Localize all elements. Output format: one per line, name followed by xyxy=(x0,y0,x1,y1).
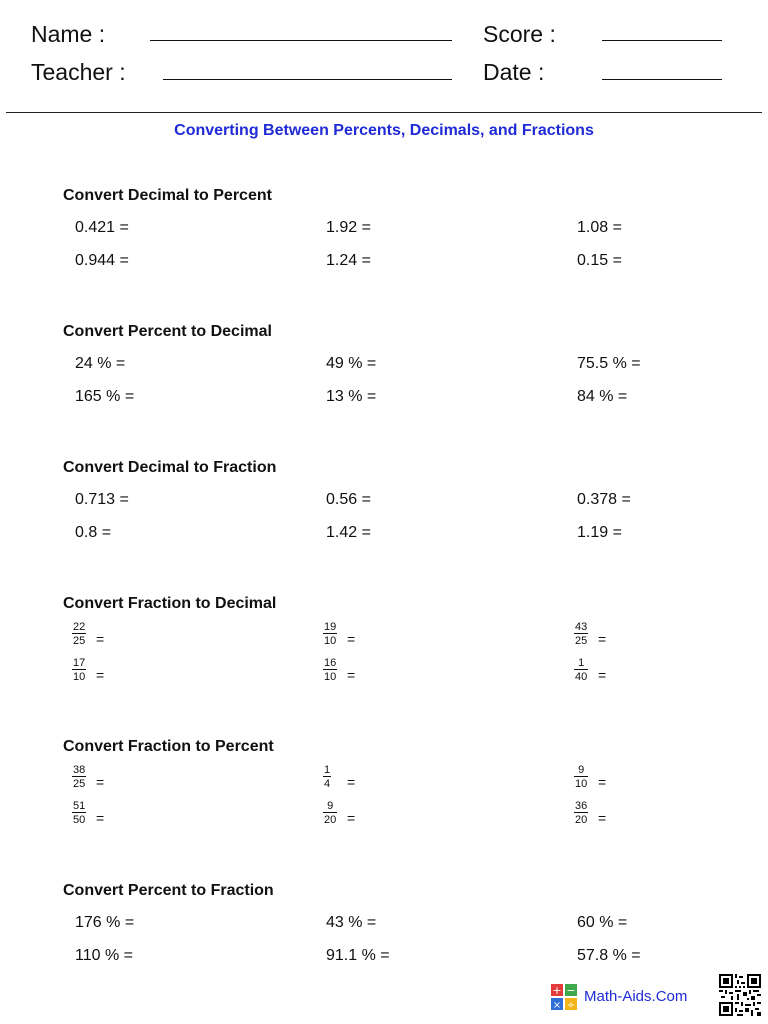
denominator: 25 xyxy=(73,635,86,647)
fraction xyxy=(323,657,337,683)
problem-item[interactable]: 1.24 = xyxy=(326,252,371,269)
denominator: 10 xyxy=(324,635,337,647)
equals-sign[interactable]: = xyxy=(96,667,105,683)
section-title: Convert Decimal to Fraction xyxy=(63,459,277,476)
equals-sign[interactable]: = xyxy=(347,631,356,647)
problem-item[interactable]: 1.42 = xyxy=(326,524,371,541)
fraction xyxy=(323,800,337,826)
denominator: 10 xyxy=(73,671,86,683)
problem-item[interactable]: 0.944 = xyxy=(75,252,129,269)
denominator: 10 xyxy=(324,671,337,683)
numerator: 1 xyxy=(578,657,585,669)
numerator: 9 xyxy=(327,800,334,812)
fraction xyxy=(323,764,331,790)
problem-item[interactable]: 49 % = xyxy=(326,355,377,372)
score-line[interactable] xyxy=(602,40,722,41)
teacher-line[interactable] xyxy=(163,79,452,80)
fraction xyxy=(72,621,86,647)
equals-sign[interactable]: = xyxy=(96,631,105,647)
score-label: Score : xyxy=(483,21,556,47)
numerator: 51 xyxy=(73,800,86,812)
problem-item[interactable]: 24 % = xyxy=(75,355,126,372)
equals-sign[interactable]: = xyxy=(96,810,105,826)
denominator: 20 xyxy=(575,814,588,826)
denominator: 10 xyxy=(575,778,588,790)
problem-item[interactable]: 57.8 % = xyxy=(577,947,641,964)
denominator: 50 xyxy=(73,814,86,826)
numerator: 16 xyxy=(324,657,337,669)
problem-item[interactable]: 0.8 = xyxy=(75,524,112,541)
numerator: 19 xyxy=(324,621,337,633)
problem-item[interactable]: 91.1 % = xyxy=(326,947,390,964)
fraction xyxy=(574,800,588,826)
problem-item[interactable]: 84 % = xyxy=(577,388,628,405)
numerator: 43 xyxy=(575,621,588,633)
section-title: Convert Percent to Decimal xyxy=(63,323,272,340)
section-title: Convert Fraction to Percent xyxy=(63,738,274,755)
numerator: 1 xyxy=(324,764,331,776)
denominator: 4 xyxy=(324,778,331,790)
name-line[interactable] xyxy=(150,40,452,41)
equals-sign[interactable]: = xyxy=(598,810,607,826)
math-aids-link[interactable]: Math-Aids.Com xyxy=(584,988,688,1005)
numerator: 17 xyxy=(73,657,86,669)
header-divider xyxy=(6,112,762,113)
teacher-label: Teacher : xyxy=(31,59,126,85)
equals-sign[interactable]: = xyxy=(598,774,607,790)
equals-sign[interactable]: = xyxy=(347,810,356,826)
equals-sign[interactable]: = xyxy=(96,774,105,790)
problem-item[interactable]: 110 % = xyxy=(75,947,133,964)
problem-item[interactable]: 1.19 = xyxy=(577,524,622,541)
problem-item[interactable]: 43 % = xyxy=(326,914,377,931)
numerator: 22 xyxy=(73,621,86,633)
problem-item[interactable]: 0.378 = xyxy=(577,491,631,508)
svg-text:+: + xyxy=(552,984,562,997)
numerator: 38 xyxy=(73,764,86,776)
calculator-icon xyxy=(551,984,577,1010)
name-label: Name : xyxy=(31,21,106,47)
svg-text:×: × xyxy=(552,1000,562,1010)
denominator: 40 xyxy=(575,671,588,683)
date-line[interactable] xyxy=(602,79,722,80)
problem-item[interactable]: 60 % = xyxy=(577,914,628,931)
problem-item[interactable]: 1.08 = xyxy=(577,219,622,236)
svg-text:÷: ÷ xyxy=(566,1000,576,1010)
problem-item[interactable]: 176 % = xyxy=(75,914,135,931)
denominator: 20 xyxy=(324,814,337,826)
denominator: 25 xyxy=(575,635,588,647)
qr-code-icon xyxy=(719,974,761,1016)
section-title: Convert Fraction to Decimal xyxy=(63,595,277,612)
fraction xyxy=(72,764,86,790)
date-label: Date : xyxy=(483,59,545,85)
problem-item[interactable]: 1.92 = xyxy=(326,219,371,236)
denominator: 25 xyxy=(73,778,86,790)
svg-text:−: − xyxy=(566,984,576,997)
fraction xyxy=(574,657,588,683)
problem-item[interactable]: 0.421 = xyxy=(75,219,129,236)
problem-item[interactable]: 75.5 % = xyxy=(577,355,641,372)
numerator: 9 xyxy=(578,764,585,776)
section-title: Convert Percent to Fraction xyxy=(63,882,274,899)
problem-item[interactable]: 165 % = xyxy=(75,388,135,405)
fraction xyxy=(574,621,588,647)
problem-item[interactable]: 0.713 = xyxy=(75,491,129,508)
problem-item[interactable]: 0.56 = xyxy=(326,491,371,508)
numerator: 36 xyxy=(575,800,588,812)
fraction xyxy=(72,800,86,826)
equals-sign[interactable]: = xyxy=(347,667,356,683)
equals-sign[interactable]: = xyxy=(598,631,607,647)
fraction xyxy=(72,657,86,683)
fraction xyxy=(574,764,588,790)
equals-sign[interactable]: = xyxy=(598,667,607,683)
equals-sign[interactable]: = xyxy=(347,774,356,790)
fraction xyxy=(323,621,337,647)
problem-item[interactable]: 13 % = xyxy=(326,388,377,405)
problem-item[interactable]: 0.15 = xyxy=(577,252,622,269)
section-title: Convert Decimal to Percent xyxy=(63,187,272,204)
worksheet-title: Converting Between Percents, Decimals, and Fractions xyxy=(174,122,594,139)
